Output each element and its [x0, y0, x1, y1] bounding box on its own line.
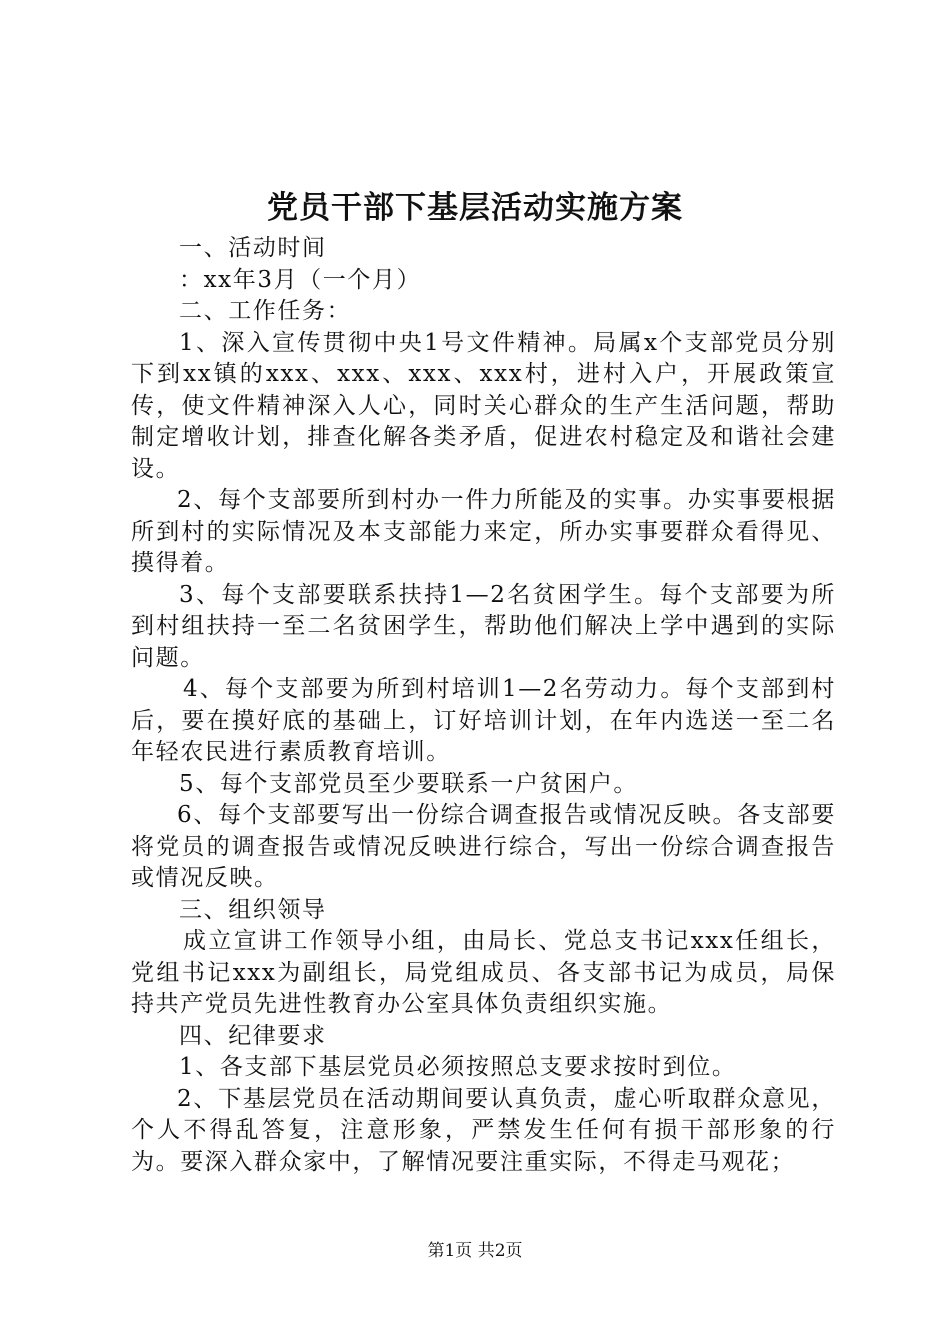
task-item-3: 3、每个支部要联系扶持1—2名贫困学生。每个支部要为所到村组扶持一至二名贫困学生，帮助他们解决上学中遇到的实际问题。: [131, 581, 836, 671]
task-item-6: 6、每个支部要写出一份综合调查报告或情况反映。各支部要将党员的调查报告或情况反映进行综合，写出一份综合调查报告或情况反映。: [131, 802, 836, 891]
section-heading-tasks: 二、工作任务：: [179, 298, 352, 324]
activity-time-value: ：xx年3月（一个月）: [179, 266, 422, 293]
section-heading-discipline: 四、纪律要求: [179, 1022, 327, 1049]
section-heading-organization: 三、组织领导: [179, 896, 327, 923]
organization-paragraph: 成立宣讲工作领导小组，由局长、党总支书记xxx任组长，党组书记xxx为副组长，局党组成员、各支部书记为成员，局保持共产党员先进性教育办公室具体负责组织实施。: [131, 928, 836, 1017]
task-item-5: 5、每个支部党员至少要联系一户贫困户。: [179, 770, 639, 797]
document-title: 党员干部下基层活动实施方案: [267, 190, 683, 226]
page-footer: 第1页 共2页: [427, 1241, 523, 1261]
task-item-4: 4、每个支部要为所到村培训1—2名劳动力。每个支部到村后，要在摸好底的基础上，订好培训计划，在年内选送一至二名年轻农民进行素质教育培训。: [131, 676, 836, 765]
section-heading-activity-time: 一、活动时间: [179, 235, 327, 261]
discipline-item-1: 1、各支部下基层党员必须按照总支要求按时到位。: [179, 1054, 737, 1080]
task-item-1: 1、深入宣传贯彻中央1号文件精神。局属x个支部党员分别下到xx镇的xxx、xxx、xxx、xxx村，进村入户，开展政策宣传，使文件精神深入人心，同时关心群众的生产生活问题，帮助制定增收计划，排查化解各类矛盾，促进农村稳定及和谐社会建设。: [131, 329, 836, 482]
document-body: [131, 233, 836, 1178]
discipline-item-2: 2、下基层党员在活动期间要认真负责，虚心听取群众意见，个人不得乱答复，注意形象，严禁发生任何有损干部形象的行为。要深入群众家中，了解情况要注重实际，不得走马观花；: [131, 1085, 836, 1175]
task-item-2: 2、每个支部要所到村办一件力所能及的实事。办实事要根据所到村的实际情况及本支部能力来定，所办实事要群众看得见、摸得着。: [131, 487, 836, 576]
